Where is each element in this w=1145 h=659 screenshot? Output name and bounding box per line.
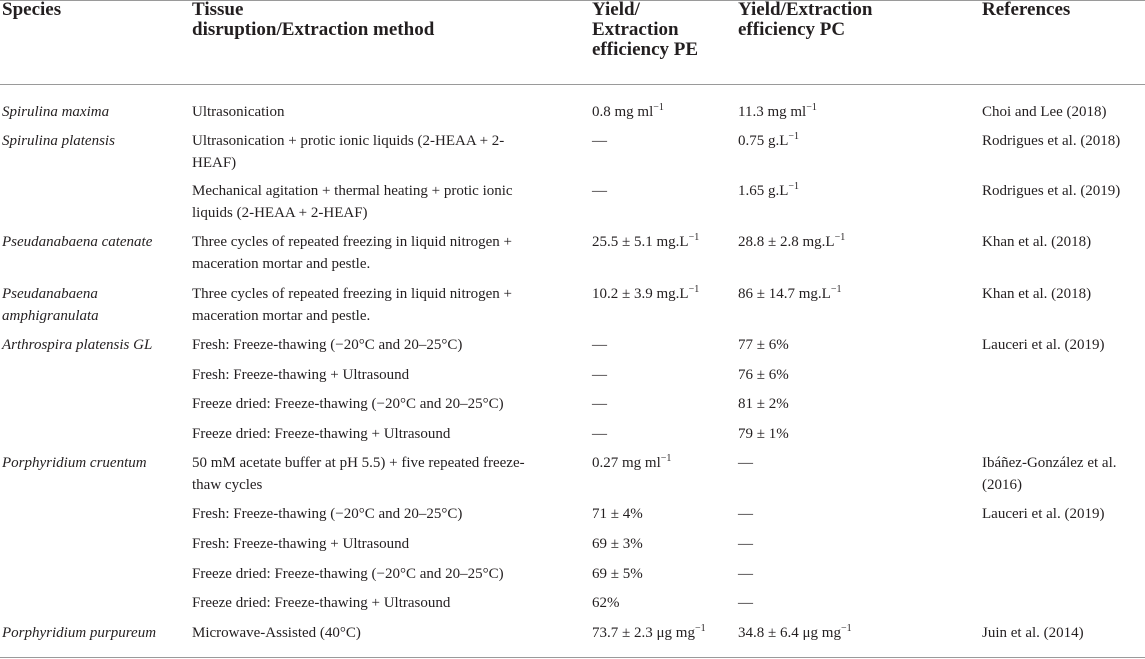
cell-pe: 10.2 ± 3.9 $mg.L^{-1}$ (592, 284, 700, 302)
cell-pc: 86 ± 14.7 $mg.L^{-1}$ (738, 284, 842, 302)
cell-pc: 81 ± 2% (738, 396, 789, 412)
cell-pe: 69 ± 5% (592, 566, 643, 582)
cell-reference: Choi and Lee (2018) (982, 104, 1107, 120)
cell-method: Three cycles of repeated freezing in liquid nitrogen + maceration mortar and pestle. (192, 234, 512, 272)
cell-species: Pseudanabaena amphigranulata (2, 286, 99, 324)
cell-pe: — (592, 367, 607, 383)
cell-pc: 34.8 ± 6.4 μg $mg^{-1}$ (738, 623, 852, 641)
cell-pc: 1.65 $g.L^{-1}$ (738, 181, 800, 199)
cell-reference: Khan et al. (2018) (982, 234, 1092, 250)
cell-pc: — (738, 536, 753, 552)
cell-pe: — (592, 396, 607, 412)
cell-species: Arthrospira platensis GL (2, 337, 153, 353)
cell-pc: 11.3 mg $ml^{-1}$ (738, 102, 817, 120)
cell-pe: — (592, 183, 607, 199)
cell-pc: 28.8 ± 2.8 $mg.L^{-1}$ (738, 232, 846, 250)
cell-method: Mechanical agitation + thermal heating + protic ionic liquids (2-HEAA + 2-HEAF) (192, 183, 513, 221)
cell-method: Freeze dried: Freeze-thawing (−20°C and 20–25°C) (192, 566, 504, 582)
cell-pe: 69 ± 3% (592, 536, 643, 552)
header-pc: Yield/Extraction efficiency PC (738, 0, 873, 40)
cell-pc: 77 ± 6% (738, 337, 789, 353)
cell-pc: — (738, 566, 753, 582)
cell-pe: 0.27 mg $ml^{-1}$ (592, 453, 672, 471)
cell-pc: — (738, 595, 753, 611)
cell-pc: 76 ± 6% (738, 367, 789, 383)
cell-method: Fresh: Freeze-thawing (−20°C and 20–25°C) (192, 506, 463, 522)
cell-species: Porphyridium cruentum (2, 455, 147, 471)
cell-pe: 62% (592, 595, 620, 611)
cell-pc: 0.75 $g.L^{-1}$ (738, 131, 800, 149)
cell-reference: Juin et al. (2014) (982, 625, 1084, 641)
cell-reference: Lauceri et al. (2019) (982, 337, 1105, 353)
cell-reference: Ibáñez-González et al. (2016) (982, 455, 1117, 493)
cell-pc: 79 ± 1% (738, 426, 789, 442)
bottom-rule (0, 657, 1145, 658)
cell-pc: — (738, 455, 753, 471)
cell-pe: — (592, 337, 607, 353)
cell-reference: Khan et al. (2018) (982, 286, 1092, 302)
cell-reference: Rodrigues et al. (2018) (982, 133, 1121, 149)
cell-method: Ultrasonication + protic ionic liquids (2-HEAA + 2- HEAF) (192, 133, 505, 171)
header-method: Tissue disruption/Extraction method (192, 0, 435, 40)
cell-method: Microwave-Assisted (40°C) (192, 625, 361, 641)
cell-method: 50 mM acetate buffer at pH 5.5) + five repeated freeze- thaw cycles (192, 455, 525, 493)
header-references: References (982, 0, 1071, 20)
cell-pc: — (738, 506, 753, 522)
cell-method: Three cycles of repeated freezing in liquid nitrogen + maceration mortar and pestle. (192, 286, 512, 324)
cell-pe: — (592, 426, 607, 442)
cell-species: Spirulina platensis (2, 133, 115, 149)
cell-species: Porphyridium purpureum (2, 625, 157, 641)
header-rule (0, 84, 1145, 85)
cell-method: Fresh: Freeze-thawing + Ultrasound (192, 367, 410, 383)
cell-pe: 71 ± 4% (592, 506, 643, 522)
cell-reference: Rodrigues et al. (2019) (982, 183, 1121, 199)
cell-method: Fresh: Freeze-thawing (−20°C and 20–25°C) (192, 337, 463, 353)
cell-method: Freeze dried: Freeze-thawing + Ultrasound (192, 595, 451, 611)
header-pe: Yield/ Extraction efficiency PE (592, 0, 699, 60)
cell-method: Ultrasonication (192, 104, 285, 120)
cell-pe: 73.7 ± 2.3 μg $mg^{-1}$ (592, 623, 706, 641)
cell-pe: 25.5 ± 5.1 $mg.L^{-1}$ (592, 232, 700, 250)
header-species: Species (2, 0, 62, 20)
cell-pe: 0.8 mg $ml^{-1}$ (592, 102, 664, 120)
cell-species: Spirulina maxima (2, 104, 110, 120)
cell-method: Freeze dried: Freeze-thawing (−20°C and 20–25°C) (192, 396, 504, 412)
cell-method: Fresh: Freeze-thawing + Ultrasound (192, 536, 410, 552)
top-rule (0, 0, 1145, 1)
cell-species: Pseudanabaena catenate (2, 234, 153, 250)
cell-reference: Lauceri et al. (2019) (982, 506, 1105, 522)
cell-pe: — (592, 133, 607, 149)
cell-method: Freeze dried: Freeze-thawing + Ultrasound (192, 426, 451, 442)
